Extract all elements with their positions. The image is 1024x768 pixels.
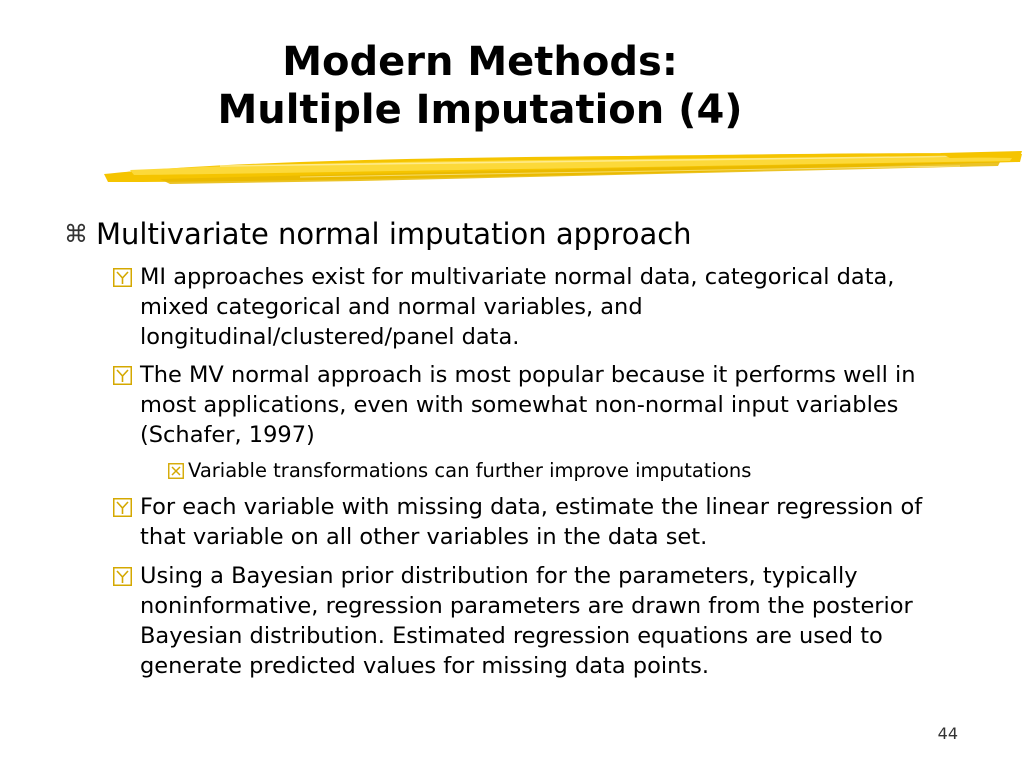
sub-bullet-2 (113, 360, 964, 450)
bullet-level1-text: Multivariate normal imputation approach (96, 217, 692, 251)
title-line-1: Modern Methods: (282, 39, 678, 85)
brush-stroke-underline (100, 148, 1024, 190)
slide-title (0, 38, 960, 134)
page-number: 44 (937, 724, 958, 743)
sub-bullet-1 (113, 262, 964, 352)
sub-bullet-4 (113, 561, 964, 681)
checkbox-y-bullet-icon (113, 366, 132, 385)
sub-sub-bullet-text: Variable transformations can further improve imputations (188, 459, 752, 482)
title-line-2: Multiple Imputation (4) (217, 87, 743, 133)
sub-sub-bullet (168, 458, 751, 484)
bullet-level1 (64, 216, 692, 252)
sub-bullet-3 (113, 492, 964, 552)
checkbox-x-bullet-icon (168, 463, 184, 479)
checkbox-y-bullet-icon (113, 567, 132, 586)
checkbox-y-bullet-icon (113, 268, 132, 287)
checkbox-y-bullet-icon (113, 498, 132, 517)
sub-bullet-1-text: MI approaches exist for multivariate normal data, categorical data, mixed categorical and normal variables, and longitudinal/clustered/panel data. (140, 264, 895, 350)
sub-bullet-4-text: Using a Bayesian prior distribution for the parameters, typically noninformative, regression parameters are drawn from the posterior Bayesian distribution. Estimated regression equations are used to generate predicted values for missing data points. (140, 563, 913, 679)
sub-bullet-2-text: The MV normal approach is most popular because it performs well in most applications, even with somewhat non-normal input variables (Schafer, 1997) (140, 362, 916, 448)
sub-bullet-3-text: For each variable with missing data, estimate the linear regression of that variable on all other variables in the data set. (140, 494, 923, 550)
command-key-bullet-icon: ⌘ (64, 220, 88, 248)
